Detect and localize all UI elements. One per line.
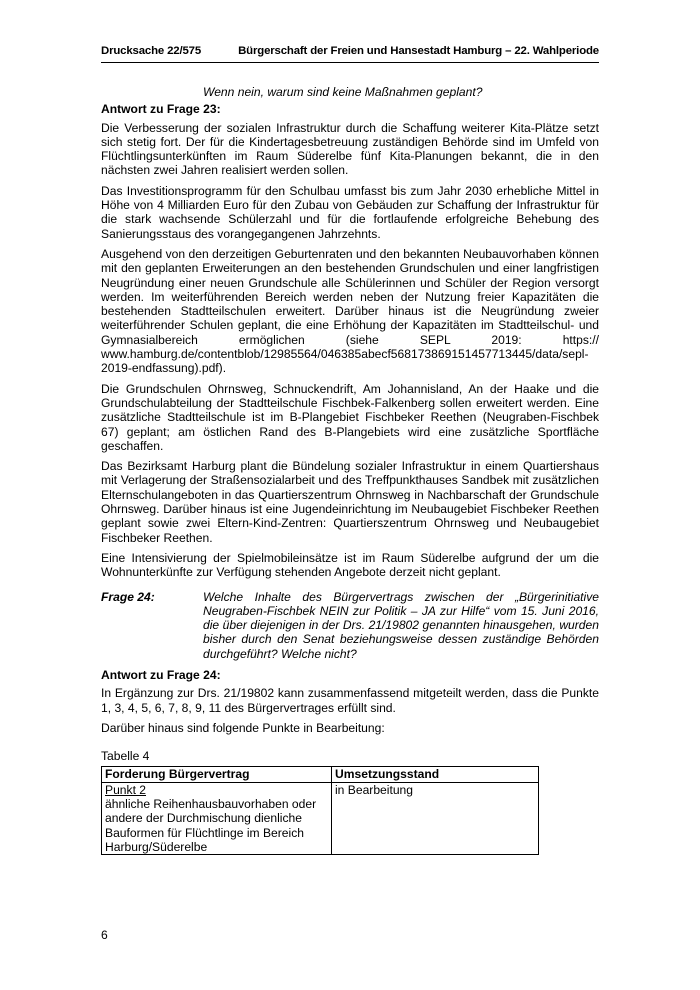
answer-23-paragraph: Die Grundschulen Ohrnsweg, Schnuckendrift, Am Johannisland, An der Haake und die Grundschulabteilung der Stadtteilschule Fischbek-Falkenberg sollen erweitert werden. Eine zusätzliche Stadtteilschule ist im B-Plangebiet Fischbeker Reethen (Neugraben-Fischbek 67) geplant; am östlichen Rand des B-Plangebiets wird eine zusätzliche Sportfläche geschaffen. <box>101 381 599 453</box>
table-4 <box>101 766 539 855</box>
page-number: 6 <box>101 928 108 942</box>
page-content <box>101 85 599 855</box>
answer-23-paragraph: Das Investitionsprogramm für den Schulbau umfasst bis zum Jahr 2030 erhebliche Mittel in Höhe von 4 Milliarden Euro für den Zubau von Gebäuden zur Schaffung der Infrastruktur für die stark wachsende Schülerzahl und für die fortlaufende erfolgreiche Behebung des Sanierungsstaus des vorangegangenen Jahrzehnts. <box>101 183 599 241</box>
answer-23-heading: Antwort zu Frage 23: <box>101 102 221 117</box>
answer-23-paragraph: Ausgehend von den derzeitigen Geburtenraten und den bekannten Neubauvorhaben können mit den geplanten Erweiterungen an den bestehenden Grundschulen und einer langfristigen Neugründung einer neuen Grundschule alle Schülerinnen und Schüler der Region versorgt werden. Im weiterführenden Bereich werden neben der Nutzung freier Kapazitäten die bestehenden Stadtteilschulen erweitert. Darüber hinaus ist die Neugründung zweier weiterführender Schulen geplant, die eine Erhöhung der Kapazitäten im Stadtteilschul- und Gymnasialbereich ermöglichen (siehe SEPL 2019: https://​www.hamburg.de/contentblob/12985564/046385abecf568173869151457713445/​data/sepl-2019-endfassung).pdf). <box>101 246 599 376</box>
answer-23-paragraph: Eine Intensivierung der Spielmobileinsätze ist im Raum Süderelbe aufgrund der um die Wohnunterkünfte zur Verfügung stehenden Angebote derzeit nicht geplant. <box>101 550 599 580</box>
demand-cell <box>102 782 332 854</box>
question-23-tail: Wenn nein, warum sind keine Maßnahmen geplant? <box>203 85 483 99</box>
status-cell: in Bearbeitung <box>332 782 539 854</box>
answer-24-paragraph: In Ergänzung zur Drs. 21/19802 kann zusammenfassend mitgeteilt werden, dass die Punkte 1, 3, 4, 5, 6, 7, 8, 9, 11 des Bürgervertrages erfüllt sind. <box>101 686 599 715</box>
answer-23-paragraph: Das Bezirksamt Harburg plant die Bündelung sozialer Infrastruktur in einem Quartiershaus mit Verlagerung der Straßensozialarbeit und des Treffpunkthauses Sandbek mit zusätzlichen Elternschulangeboten in das Quartierszentrum Ohrnsweg in Nachbarschaft der Grundschule Ohrnsweg. Darüber hinaus ist eine Jugendeinrichtung im Neubaugebiet Fischbeker Reethen geplant sowie zwei Eltern-Kind-Zentren: Quartierszentrum Ohrnsweg und Neubaugebiet Fischbeker Reethen. <box>101 459 599 545</box>
answer-24-paragraph: Darüber hinaus sind folgende Punkte in Bearbeitung: <box>101 720 385 735</box>
demand-point: Punkt 2 <box>105 782 147 797</box>
table-row <box>102 782 539 854</box>
question-24 <box>101 590 599 661</box>
question-24-text: Welche Inhalte des Bürgervertrags zwischen der „Bürgerinitiative Neugraben-Fischbek NEIN zur Politik – JA zur Hilfe“ vom 15. Juni 2016, die über diejenigen in der Drs. 21/19802 genannten hinausgehen, wurden bisher durch den Senat beziehungsweise dessen zuständige Behörden durchgeführt? Welche nicht? <box>203 589 599 661</box>
demand-line: ähnliche Reihenhausbauvorhaben oder <box>105 797 317 812</box>
demand-line: andere der Durchmischung dienliche <box>105 811 302 826</box>
answer-23-paragraph: Die Verbesserung der sozialen Infrastruktur durch die Schaffung weiterer Kita-Plätze setzt sich stetig fort. Der für die Kindertagesbetreuung zuständigen Behörde sind im Umfeld von Flüchtlingsunterkünften im Raum Süderelbe fünf Kita-Planungen bekannt, die in den nächsten zwei Jahren realisiert werden sollen. <box>101 120 599 178</box>
parliament-title: Bürgerschaft der Freien und Hansestadt Hamburg – 22. Wahlperiode <box>238 45 599 57</box>
answer-24-heading: Antwort zu Frage 24: <box>101 667 221 682</box>
column-header-demand: Forderung Bürgervertrag <box>102 767 332 782</box>
column-header-status: Umsetzungsstand <box>332 767 539 782</box>
table-header-row <box>102 767 539 782</box>
running-header <box>101 45 599 63</box>
demand-line: Bauformen für Flüchtlinge im Bereich <box>105 825 304 840</box>
demand-line: Harburg/Süderelbe <box>105 839 208 854</box>
question-24-label: Frage 24: <box>101 589 155 604</box>
table-caption: Tabelle 4 <box>101 749 150 764</box>
document-number: Drucksache 22/575 <box>101 45 202 57</box>
